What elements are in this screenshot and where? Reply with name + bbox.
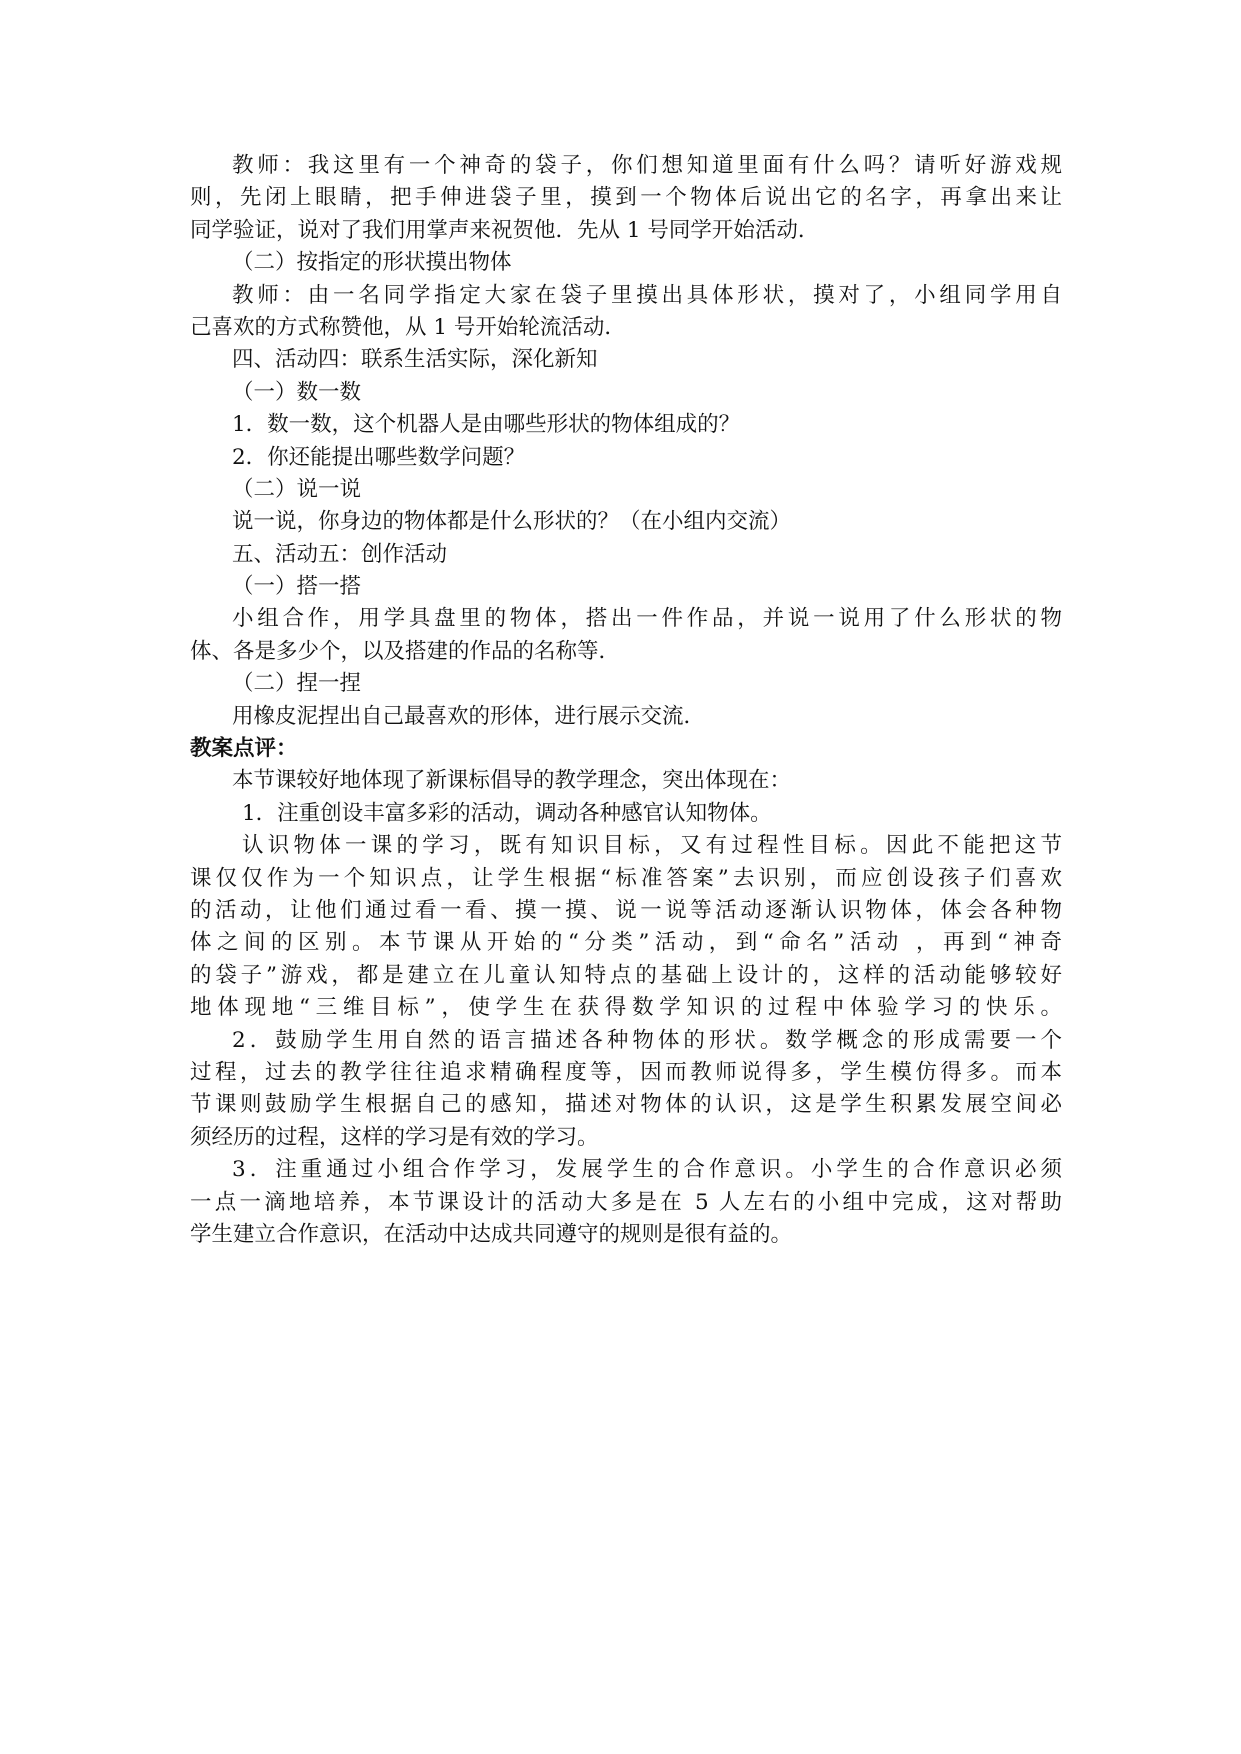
text-line: 须经历的过程，这样的学习是有效的学习。 xyxy=(190,1124,599,1150)
text-line: 用橡皮泥捏出自己最喜欢的形体，进行展示交流． xyxy=(232,703,706,729)
text-line: 五、活动五：创作活动 xyxy=(232,541,448,567)
text-line: （二）捏一捏 xyxy=(232,671,362,697)
document-body xyxy=(190,150,1062,1251)
text-line: 体、各是多少个，以及搭建的作品的名称等． xyxy=(190,638,621,664)
text-line: 同学验证，说对了我们用掌声来祝贺他．先从 1 号同学开始活动． xyxy=(190,217,820,243)
text-line: 则，先闭上眼睛，把手伸进袋子里，摸到一个物体后说出它的名字，再拿出来让 xyxy=(190,185,1062,211)
text-line: 地体现地“三维目标”，使学生在获得数学知识的过程中体验学习的快乐。 xyxy=(190,995,1062,1021)
text-line: 一点一滴地培养，本节课设计的活动大多是在 5 人左右的小组中完成，这对帮助 xyxy=(190,1189,1062,1215)
text-line: （一）数一数 xyxy=(232,379,362,405)
text-line: 的袋子”游戏，都是建立在儿童认知特点的基础上设计的，这样的活动能够较好 xyxy=(190,962,1062,988)
text-line: 的活动，让他们通过看一看、摸一摸、说一说等活动逐渐认识物体，体会各种物 xyxy=(190,897,1062,923)
text-line: 2．你还能提出哪些数学问题？ xyxy=(232,444,526,470)
text-line: 说一说，你身边的物体都是什么形状的？（在小组内交流） xyxy=(232,509,792,535)
text-line: 体之间的区别。本节课从开始的“分类”活动，到“命名”活动 ，再到“神奇 xyxy=(190,930,1062,956)
text-line: 节课则鼓励学生根据自己的感知，描述对物体的认识，这是学生积累发展空间必 xyxy=(190,1092,1062,1118)
text-line: 课仅仅作为一个知识点，让学生根据“标准答案”去识别，而应创设孩子们喜欢 xyxy=(190,865,1062,891)
text-line: 学生建立合作意识，在活动中达成共同遵守的规则是很有益的。 xyxy=(190,1221,793,1247)
text-line: 过程，过去的教学往往追求精确程度等，因而教师说得多，学生模仿得多。而本 xyxy=(190,1059,1062,1085)
text-line: 3．注重通过小组合作学习，发展学生的合作意识。小学生的合作意识必须 xyxy=(232,1157,1062,1183)
text-line: （一）搭一搭 xyxy=(232,574,362,600)
text-line: 教师：我这里有一个神奇的袋子，你们想知道里面有什么吗？请听好游戏规 xyxy=(232,153,1062,178)
text-line: 1．注重创设丰富多彩的活动，调动各种感官认知物体。 xyxy=(242,800,772,826)
text-line: （二）说一说 xyxy=(232,476,362,502)
section-heading: 教案点评： xyxy=(190,736,298,762)
text-line: 己喜欢的方式称赞他，从 1 号开始轮流活动． xyxy=(190,314,626,340)
text-line: 小组合作，用学具盘里的物体，搭出一件作品，并说一说用了什么形状的物 xyxy=(232,606,1062,632)
text-line: 教师：由一名同学指定大家在袋子里摸出具体形状，摸对了，小组同学用自 xyxy=(232,282,1062,308)
text-line: （二）按指定的形状摸出物体 xyxy=(232,250,512,276)
text-line: 1．数一数，这个机器人是由哪些形状的物体组成的？ xyxy=(232,412,741,438)
text-line: 本节课较好地体现了新课标倡导的教学理念，突出体现在： xyxy=(232,768,792,794)
text-line: 认识物体一课的学习，既有知识目标，又有过程性目标。因此不能把这节 xyxy=(242,833,1062,859)
text-line: 2．鼓励学生用自然的语言描述各种物体的形状。数学概念的形成需要一个 xyxy=(232,1027,1062,1053)
text-line: 四、活动四：联系生活实际，深化新知 xyxy=(232,347,598,373)
